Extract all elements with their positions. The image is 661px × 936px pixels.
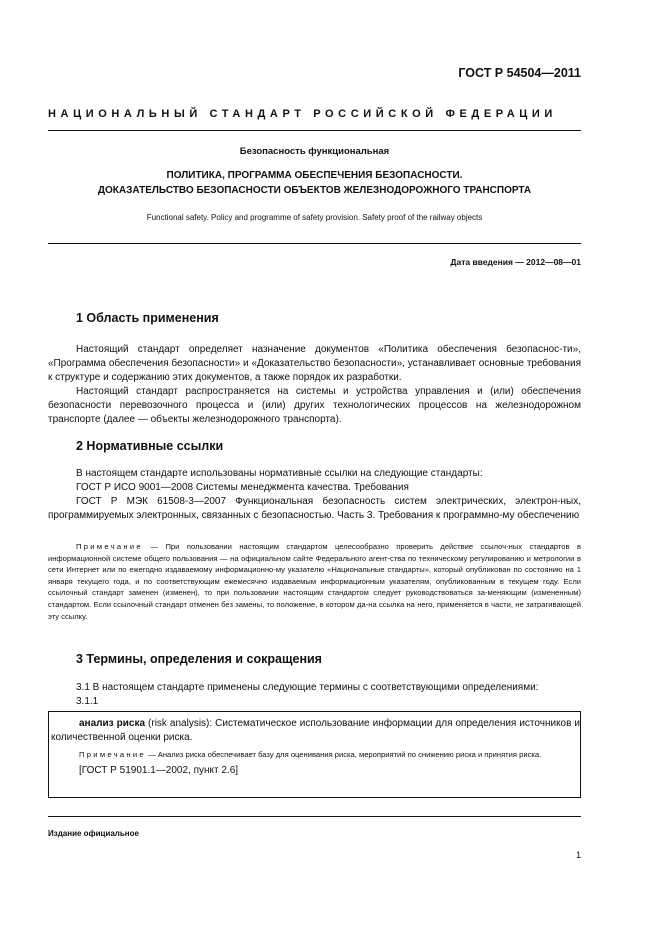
header-divider xyxy=(48,130,581,131)
section-2-body xyxy=(48,467,581,523)
term-note-text: — Анализ риска обеспечивает базу для оценивания риска, мероприятий по снижению риска и принятия риска. xyxy=(145,750,542,759)
section-1-paragraph-1: Настоящий стандарт определяет назначение документов «Политика обеспечения безопаснос-ти», «Программа обеспечения безопасности» и «Доказательство безопасности», устанавливает основные требования к структуре и содержанию этих документов, а также порядок их разработки. xyxy=(48,344,581,383)
term-note xyxy=(51,749,580,761)
section-1-paragraph-2: Настоящий стандарт распространяется на системы и устройства управления и (или) обеспечения безопасности перевозочного процесса и (или) других технологических процессов на железнодорожном транспорте (далее — объекты железнодорожного транспорта). xyxy=(48,386,581,425)
term-definition-box xyxy=(48,711,581,798)
section-3-body xyxy=(48,681,581,709)
section-3-paragraph-2: 3.1.1 xyxy=(76,696,99,707)
section-2-paragraph-3: ГОСТ Р МЭК 61508-3—2007 Функциональная безопасность систем электрических, электрон-ных, программируемых электронных, связанных с безопасностью. Часть 3. Требования к программно-му обеспечению xyxy=(48,496,581,521)
introduction-date: Дата введения — 2012—08—01 xyxy=(450,257,581,267)
term-reference: [ГОСТ Р 51901.1—2002, пункт 2.6] xyxy=(79,764,239,776)
page-number: 1 xyxy=(575,850,581,860)
national-standard-label: НАЦИОНАЛЬНЫЙ СТАНДАРТ РОССИЙСКОЙ ФЕДЕРАЦИИ xyxy=(48,108,557,120)
note-text: — При пользовании настоящим стандартом целесообразно проверить действие ссылоч-ных стандартов в информационной системе общего пользования — на официальном сайте Федерального агент-ства по техническому регулированию и метрологии в сети Интернет или по ежегодно издаваемому информационно-му указателю «Национальные стандарты», который опубликован по состоянию на 1 января текущего года, и по соответствующим ежемесячно издаваемым информационным указателям, опубликованным в текущем году. Если ссылочный стандарт заменен (изменен), то при пользовании настоящим стандартом следует руководствоваться за-меняющим (измененным) стандартом. Если ссылочный стандарт отменен без замены, то положение, в котором да-на ссылка на него, применяется в части, не затрагивающей эту ссылку. xyxy=(48,542,581,621)
term-definition-text: (risk analysis): Систематическое использование информации для определения источников и количественной оценки риска. xyxy=(51,718,581,743)
section-2-paragraph-1: В настоящем стандарте использованы нормативные ссылки на следующие стандарты: xyxy=(76,468,483,479)
section-1-body xyxy=(48,343,581,427)
title-divider xyxy=(48,243,581,244)
document-subtitle: Безопасность функциональная xyxy=(239,146,390,157)
section-3-paragraph-1: 3.1 В настоящем стандарте применены следующие термины с соответствующими определениями: xyxy=(76,682,539,693)
section-2-heading: 2 Нормативные ссылки xyxy=(76,439,224,453)
edition-label: Издание официальное xyxy=(48,829,139,838)
footer-divider xyxy=(48,816,581,817)
term-name: анализ риска xyxy=(79,718,146,729)
section-3-heading: 3 Термины, определения и сокращения xyxy=(76,652,322,666)
english-title: Functional safety. Policy and programme of safety provision. Safety proof of the railway objects xyxy=(146,213,483,222)
section-1-heading: 1 Область применения xyxy=(76,311,219,325)
section-2-note xyxy=(48,541,581,622)
term-note-label: Примечание xyxy=(79,750,146,759)
section-2-paragraph-2: ГОСТ Р ИСО 9001—2008 Системы менеджмента качества. Требования xyxy=(76,482,409,493)
document-title-line-2: ДОКАЗАТЕЛЬСТВО БЕЗОПАСНОСТИ ОБЪЕКТОВ ЖЕЛЕЗНОДОРОЖНОГО ТРАНСПОРТА xyxy=(97,185,532,196)
document-title-line-1: ПОЛИТИКА, ПРОГРАММА ОБЕСПЕЧЕНИЯ БЕЗОПАСНОСТИ. xyxy=(166,170,463,181)
note-label: Примечание xyxy=(76,542,143,551)
term-definition xyxy=(51,717,580,745)
standard-number: ГОСТ Р 54504—2011 xyxy=(458,66,581,80)
